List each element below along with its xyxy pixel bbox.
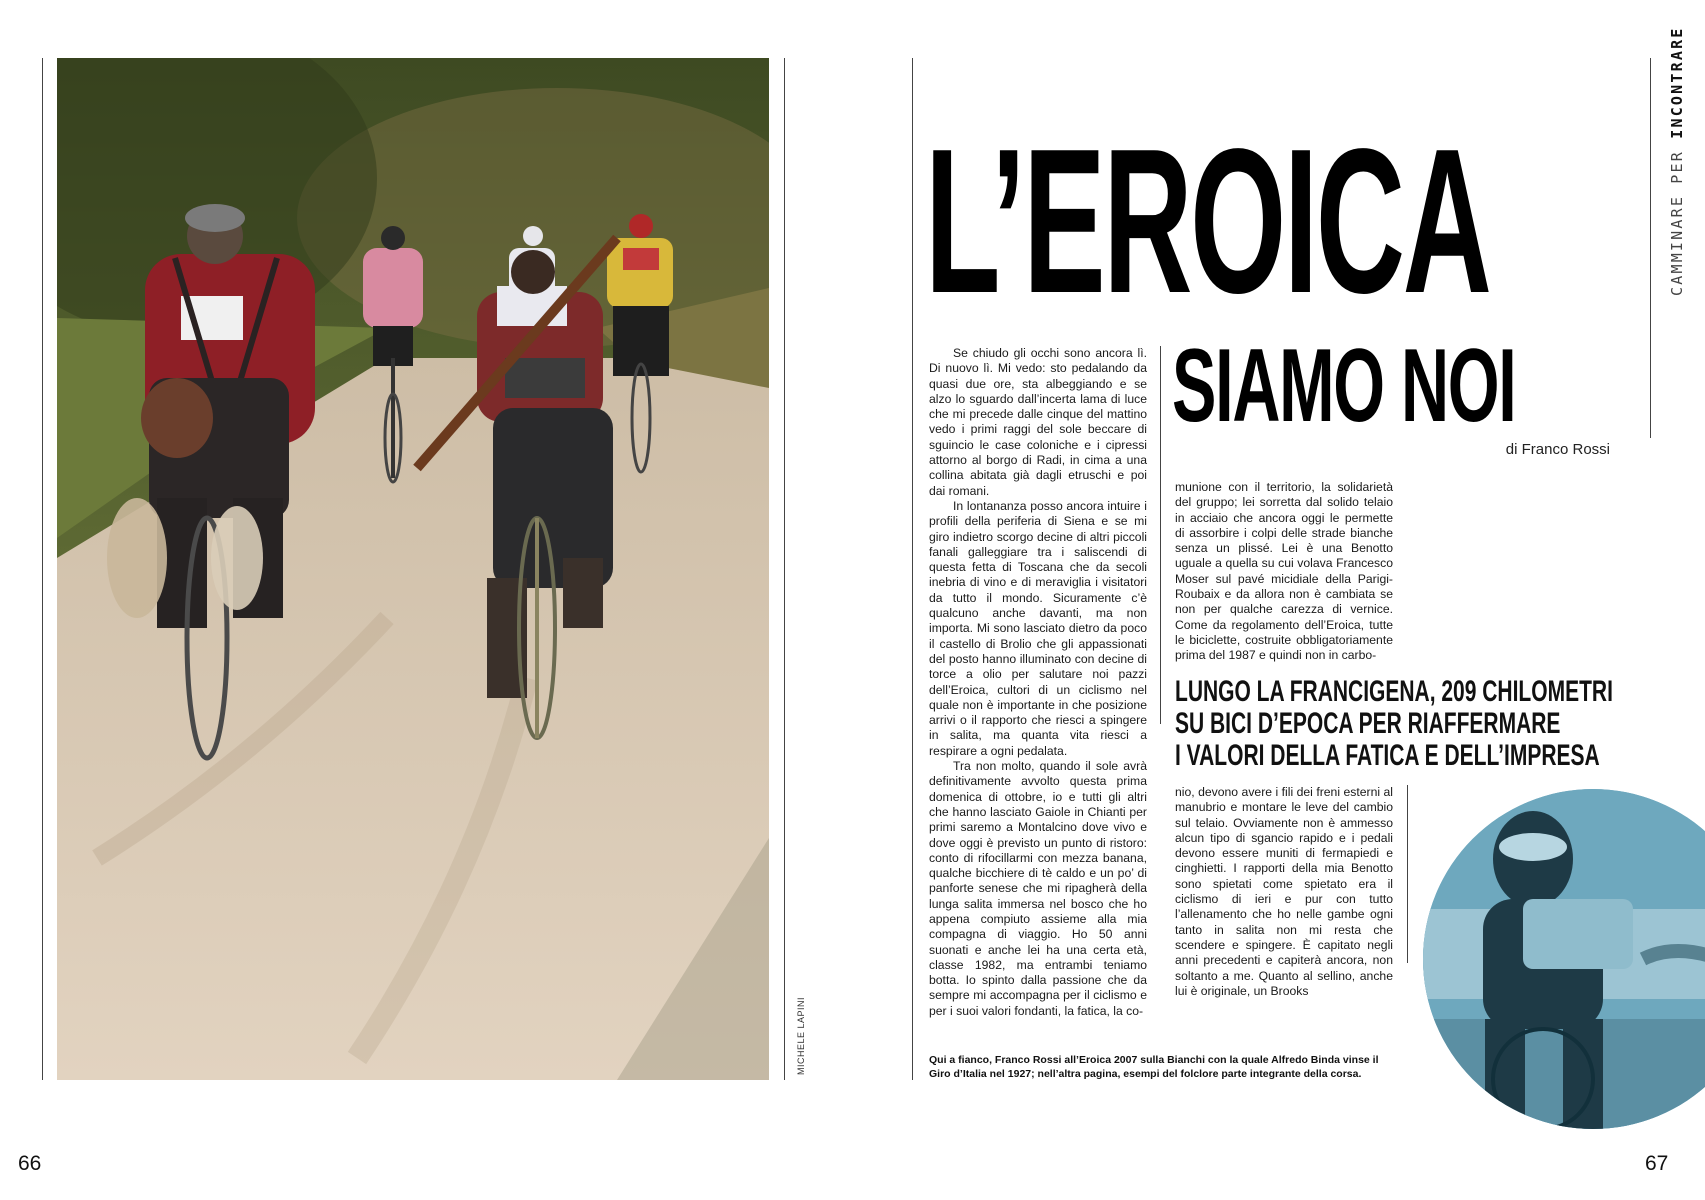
subheadline-line: LUNGO LA FRANCIGENA, 209 CHILOMETRI (1175, 675, 1613, 708)
byline: di Franco Rossi (1505, 441, 1610, 458)
cyclists-photo (57, 58, 769, 1080)
section-label (1668, 26, 1686, 296)
page-number-right: 67 (1645, 1152, 1669, 1175)
subheadline-line: I VALORI DELLA FATICA E DELL’IMPRESA (1175, 739, 1600, 772)
article-column-c (1175, 785, 1393, 999)
circular-portrait-photo (1423, 789, 1705, 1129)
center-rule (912, 58, 913, 1080)
left-margin-rule (42, 58, 43, 1080)
paragraph: In lontananza posso ancora intuire i profili della periferia di Siena e se mi giro indietro scorgo decine di altri piccoli fanali galleggiare tra i saliscendi di questa fetta di Toscana che da secoli inebria di vino e di meraviglia i visitatori da tutto il mondo. Sicuramente c’è qualcuno anche davanti, ma non importa. Mi sono lasciato dietro da poco il castello di Brolio che gli appassionati del posto hanno illuminato con decine di torce a olio per salutare noi pazzi dell’Eroica, cultori di un ciclismo nel quale non è importante in che posizione arrivi o il rapporto che riesci a spingere in salita, ma quanta vita riesci a respirare a ogni pedalata. (929, 498, 1147, 758)
paragraph: Se chiudo gli occhi sono ancora lì. Di nuovo lì. Mi vedo: sto pedalando da quasi due ore, sta albeggiando e se alzo lo sguardo dall’incerta lama di luce che mi precede dalle cinque del mattino vedo i primi raggi del sole beccare di sguincio le case coloniche e i cipressi attorno al borgo di Radi, in cima a una collina abitata già dagli etruschi e poi dai romani. (929, 346, 1147, 498)
photo-credit: MICHELE LAPINI (796, 996, 806, 1075)
headline-line-1: L’EROICA (925, 106, 1490, 336)
photo-right-rule (784, 58, 785, 1080)
section-label-bold: INCONTRARE (1668, 26, 1686, 139)
side-label-rule (1650, 58, 1651, 438)
article-column-b (1175, 480, 1393, 664)
paragraph: munione con il territorio, la solidarietà del gruppo; lei sorretta dal solido telaio in acciaio che ancora oggi le permette di assorbire i colpi delle strade bianche senza un plissé. Lei è una Benotto uguale a quella su cui volava Francesco Moser sul pavé micidiale della Parigi-Roubaix e da allora non è cambiata se non per qualche carezza di vernice. Come da regolamento dell’Eroica, tutte le biciclette, costruite obbligatoriamente prima del 1987 e quindi non in carbo- (1175, 480, 1393, 663)
paragraph: nio, devono avere i fili dei freni esterni al manubrio e montare le leve del cambio sul telaio. Ovviamente non è ammesso alcun tipo di sgancio rapido e i pedali devono essere muniti di fermapiedi e cinghietti. I rapporti della mia Benotto sono spietati come spietato era il ciclismo di ieri e pur con tutto l’allenamento che ho nelle gambe ogni tanto in salita non mi resta che scendere e spingere. È capitato negli anni precedenti e capiterà ancora, non soltanto a me. Quanto al sellino, anche lui è originale, un Brooks (1175, 785, 1393, 998)
photo-caption: Qui a fianco, Franco Rossi all’Eroica 2007 sulla Bianchi con la quale Alfredo Binda vinse il Giro d’Italia nel 1927; nell’altra pagina, esempi del folclore parte integrante della corsa. (929, 1054, 1379, 1080)
headline-line-2: SIAMO NOI (1172, 328, 1516, 444)
article-column-a (929, 346, 1147, 1019)
column-rule-c (1407, 785, 1408, 963)
page-number-left: 66 (18, 1152, 42, 1175)
subheadline-line: SU BICI D’EPOCA PER RIAFFERMARE (1175, 707, 1561, 740)
paragraph: Tra non molto, quando il sole avrà definitivamente avvolto questa prima domenica di ottobre, io e tutti gli altri che hanno lasciato Gaiole in Chianti per primi saremo a Montalcino dove vivo e dove oggi è previsto un punto di ristoro: conto di rifocillarmi con mezza banana, qualche bicchiere di tè caldo e un po’ di panforte senese che mi ripagherà della lunga salita immersa nel bosco che ho appena compiuto assieme alla mia compagna di viaggio. Ho 50 anni suonati e anche lei ha una certa età, classe 1982, ma entrambi teniamo botta. Io spinto dalla passione che da sempre mi accompagna per il ciclismo e per i suoi valori fondanti, la fatica, la co- (929, 759, 1147, 1018)
section-label-prefix: CAMMINARE PER (1668, 150, 1686, 296)
column-rule-b (1160, 480, 1161, 660)
subheadline (1175, 676, 1613, 772)
